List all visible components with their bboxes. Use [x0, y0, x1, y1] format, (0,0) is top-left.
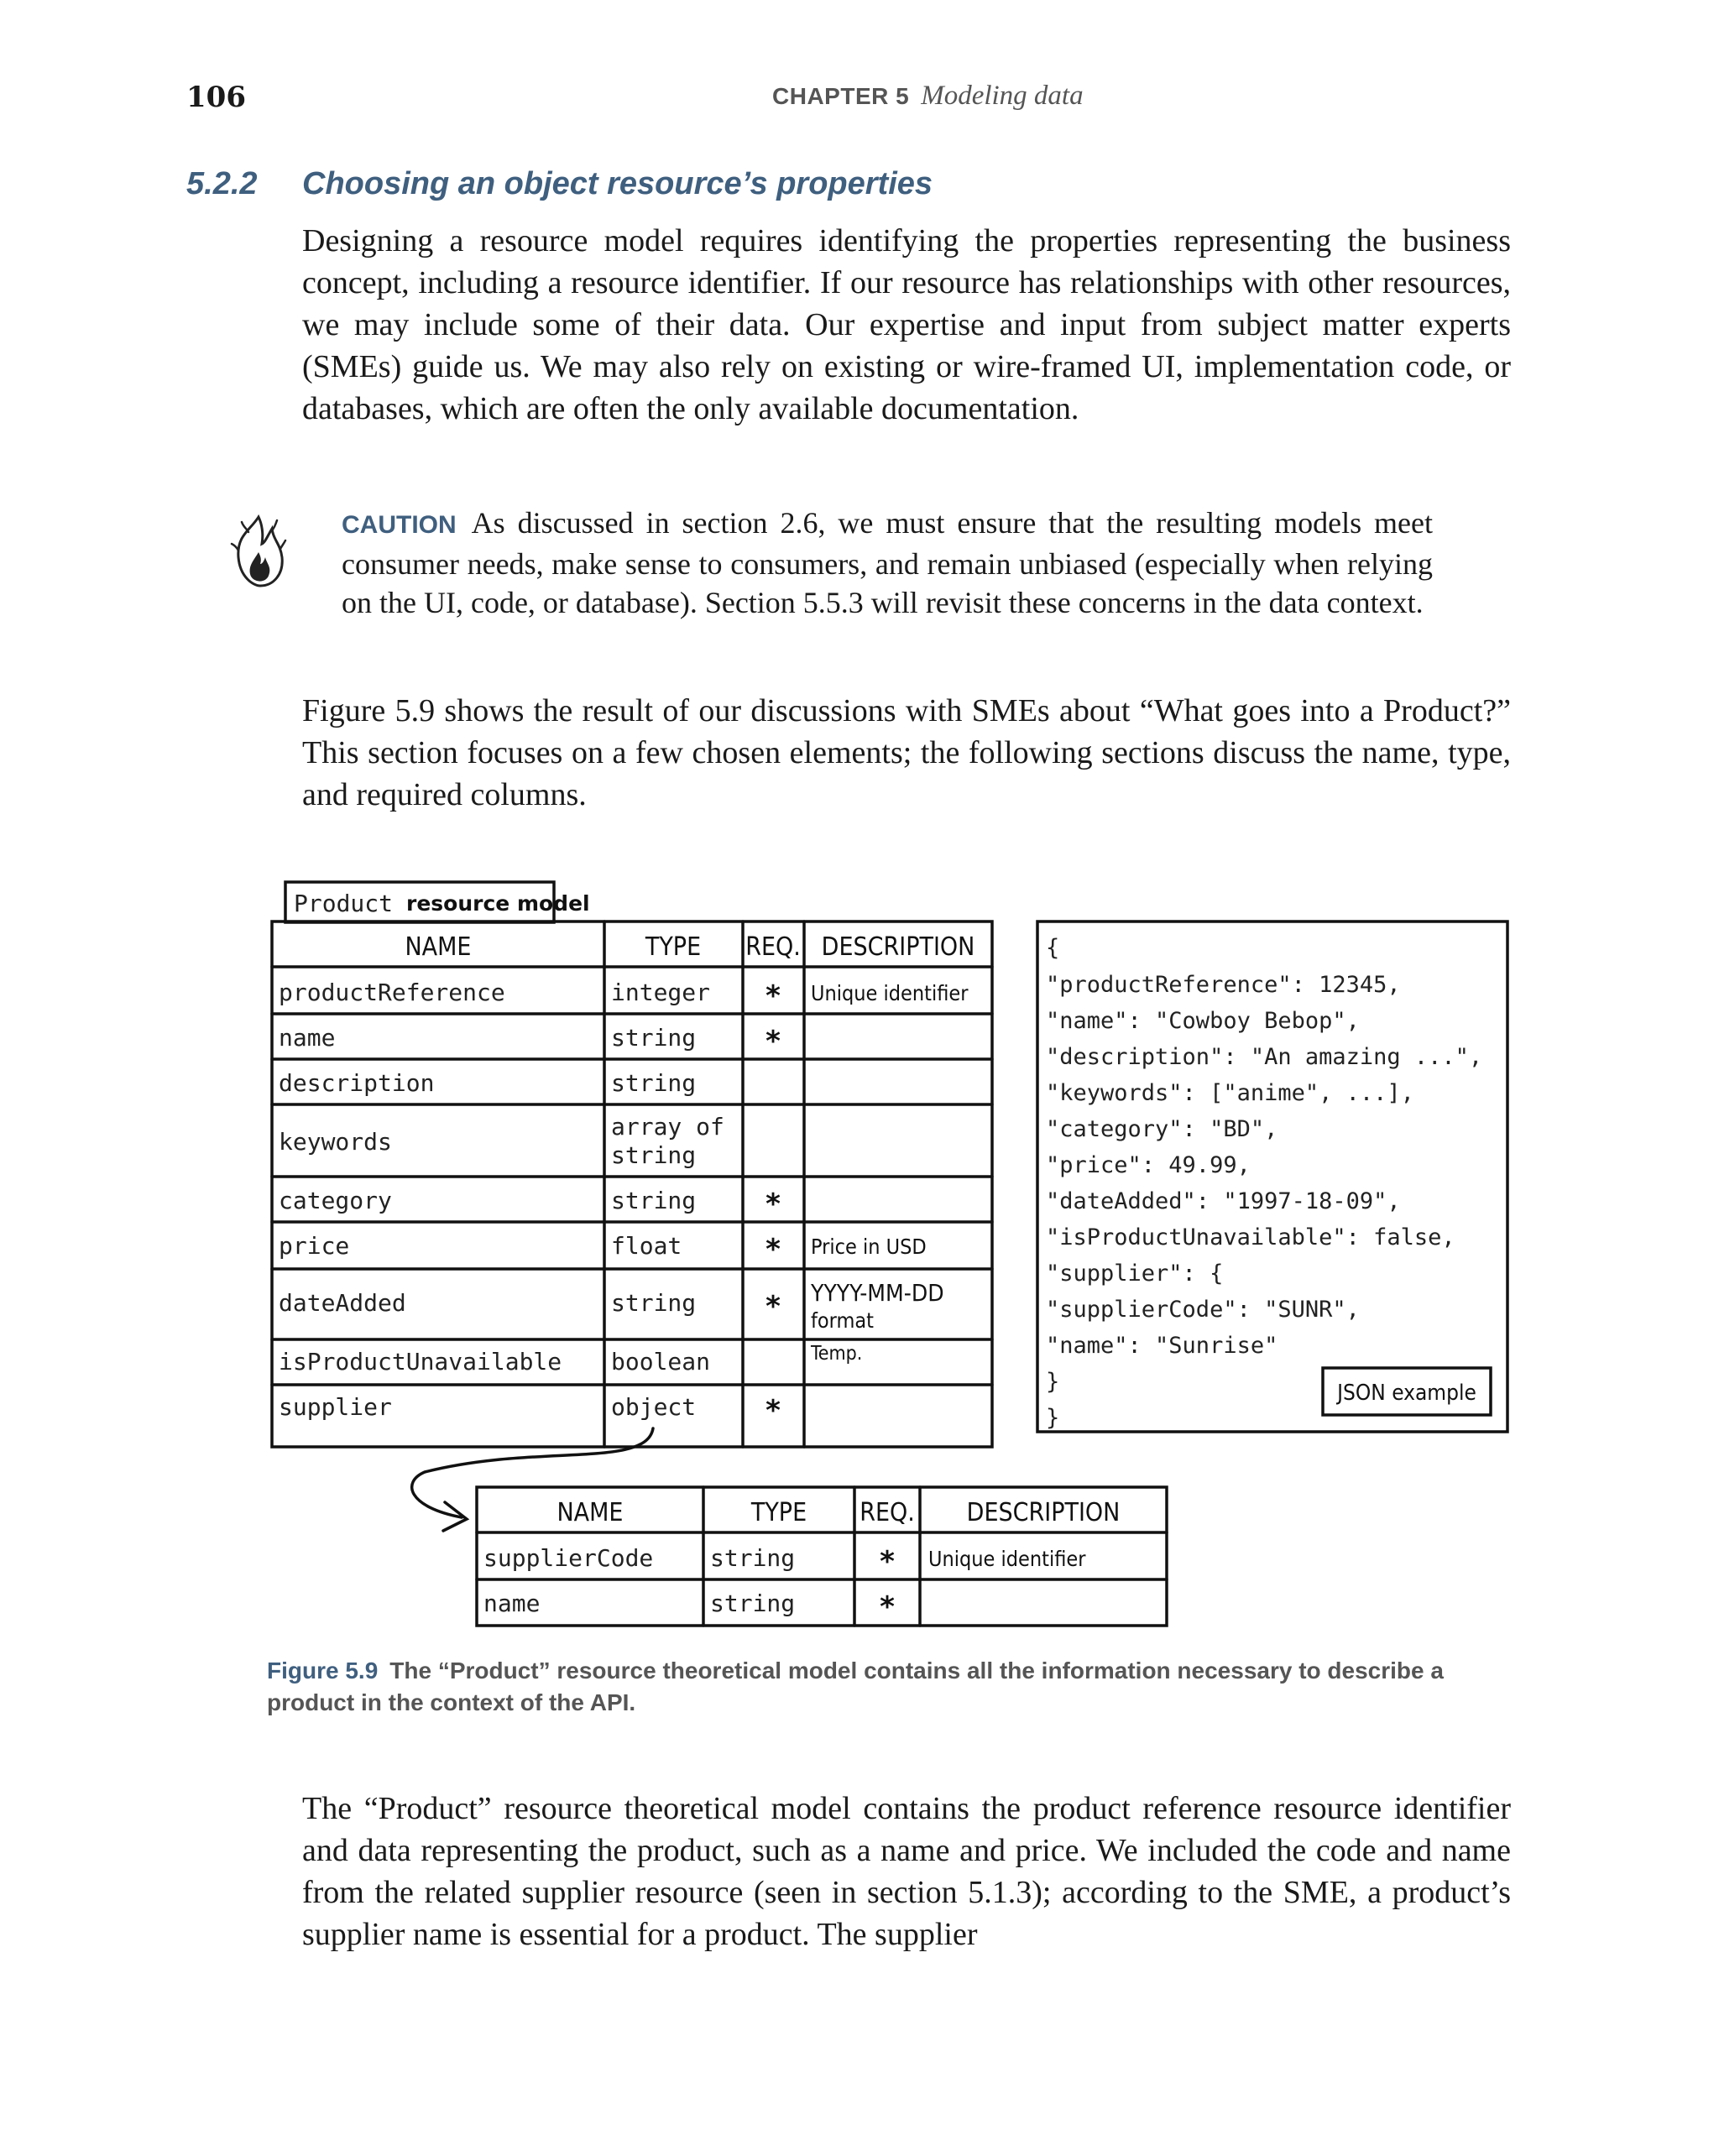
row-name-cell: price — [279, 1232, 350, 1260]
json-line: "name": "Sunrise" — [1046, 1333, 1278, 1359]
sub-row-name-cell: supplierCode — [483, 1544, 654, 1572]
model-tab-code: Product — [294, 890, 394, 917]
caution-flame-icon — [225, 510, 292, 591]
json-example-label: JSON example — [1337, 1381, 1476, 1406]
required-marker: * — [765, 1233, 781, 1266]
col-header-description: DESCRIPTION — [821, 932, 975, 962]
col-header-name: NAME — [405, 932, 472, 962]
row-description-cell-line2: format — [811, 1308, 874, 1333]
json-line: "dateAdded": "1997-18-09", — [1046, 1188, 1401, 1214]
sub-col-header-description: DESCRIPTION — [966, 1498, 1121, 1527]
row-type-cell: string — [611, 1289, 697, 1317]
sub-row-type-cell: string — [710, 1544, 796, 1572]
figure-product-resource-model — [252, 864, 1536, 1645]
row-type-cell: string — [611, 1024, 697, 1052]
page-number: 106 — [186, 81, 246, 114]
sub-row-description-cell: Unique identifier — [928, 1547, 1086, 1571]
row-type-cell: string — [611, 1069, 697, 1097]
json-line: "price": 49.99, — [1046, 1152, 1251, 1178]
json-line: "keywords": ["anime", ...], — [1046, 1080, 1414, 1106]
row-type-cell: string — [611, 1187, 697, 1214]
json-line: "description": "An amazing ...", — [1046, 1044, 1483, 1070]
caution-text: As discussed in section 2.6, we must ensure that the resulting models meet consumer needs, make sense to consumers, and remain unbiased (especially when relying on the UI, code, or database). Section 5.5.3 will revisit these concerns in the data context. — [342, 506, 1433, 619]
row-name-cell: supplier — [279, 1393, 392, 1421]
required-marker: * — [765, 1188, 781, 1221]
figure-caption — [267, 1655, 1509, 1719]
row-type-cell: integer — [611, 979, 711, 1006]
running-head — [772, 81, 1084, 112]
row-name-cell: keywords — [279, 1128, 392, 1156]
sub-col-header-type: TYPE — [750, 1498, 807, 1527]
sub-row-type-cell: string — [710, 1590, 796, 1617]
row-type-cell: float — [611, 1232, 682, 1260]
paragraph-after-figure: The “Product” resource theoretical model contains the product reference resource identifier and data representing the product, such as a name and price. We included the code and name from the related supplier resource (seen in section 5.1.3); according to the SME, a product’s supplier name is essential for a product. The supplier — [302, 1791, 1511, 1952]
sub-required-marker: * — [880, 1590, 895, 1624]
row-description-cell: Temp. — [811, 1343, 863, 1365]
row-name-cell: dateAdded — [279, 1289, 406, 1317]
caution-note — [342, 504, 1433, 622]
col-header-req: REQ. — [745, 932, 801, 962]
row-name-cell: category — [279, 1187, 392, 1214]
required-marker: * — [765, 1290, 781, 1323]
json-line: "productReference": 12345, — [1046, 972, 1401, 998]
row-type-cell: array of — [611, 1113, 724, 1141]
sub-col-header-name: NAME — [556, 1498, 624, 1527]
chapter-title: Modeling data — [921, 81, 1084, 111]
sub-required-marker: * — [880, 1545, 895, 1579]
chapter-label: CHAPTER 5 — [772, 83, 910, 109]
required-marker: * — [765, 979, 781, 1013]
json-line: } — [1046, 1369, 1060, 1395]
row-type-cell: boolean — [611, 1348, 711, 1376]
row-name-cell: isProductUnavailable — [279, 1348, 562, 1376]
row-description-cell: Unique identifier — [811, 981, 969, 1005]
required-marker: * — [765, 1025, 781, 1058]
figure-caption-text: The “Product” resource theoretical model contains all the information necessary to describe a product in the context of the API. — [267, 1657, 1444, 1715]
row-type-cell-line2: string — [611, 1141, 697, 1169]
sub-col-header-req: REQ. — [860, 1498, 915, 1527]
row-description-cell: YYYY-MM-DD — [811, 1279, 944, 1307]
model-tab-label: resource model — [406, 891, 590, 916]
paragraph-intro: Designing a resource model requires identifying the properties representing the business concept, including a resource identifier. If our resource has relationships with other resources, we may include some of their data. Our expertise and input from subject matter experts (SMEs) guide us. We may also rely on existing or wire-framed UI, implementation code, or databases, which are often the only available documentation. — [302, 223, 1511, 426]
row-name-cell: productReference — [279, 979, 505, 1006]
json-line: "name": "Cowboy Bebop", — [1046, 1008, 1360, 1034]
json-line: } — [1046, 1405, 1060, 1431]
paragraph-figure-intro: Figure 5.9 shows the result of our discussions with SMEs about “What goes into a Product?” This section focuses on a few chosen elements; the following sections discuss the name, type, and required columns. — [302, 693, 1511, 812]
row-name-cell: name — [279, 1024, 336, 1052]
json-line: { — [1046, 935, 1060, 961]
sub-row-name-cell: name — [483, 1590, 541, 1617]
json-line: "category": "BD", — [1046, 1116, 1278, 1142]
json-line: "supplier": { — [1046, 1261, 1224, 1287]
row-description-cell: Price in USD — [811, 1235, 927, 1259]
section-number: 5.2.2 — [186, 166, 258, 201]
json-line: "supplierCode": "SUNR", — [1046, 1297, 1360, 1323]
json-line: "isProductUnavailable": false, — [1046, 1224, 1455, 1250]
figure-caption-label: Figure 5.9 — [267, 1657, 379, 1684]
section-title: Choosing an object resource’s properties — [302, 166, 933, 201]
required-marker: * — [765, 1394, 781, 1428]
caution-label: CAUTION — [342, 511, 457, 539]
col-header-type: TYPE — [645, 932, 702, 962]
row-name-cell: description — [279, 1069, 435, 1097]
row-type-cell: object — [611, 1393, 697, 1421]
